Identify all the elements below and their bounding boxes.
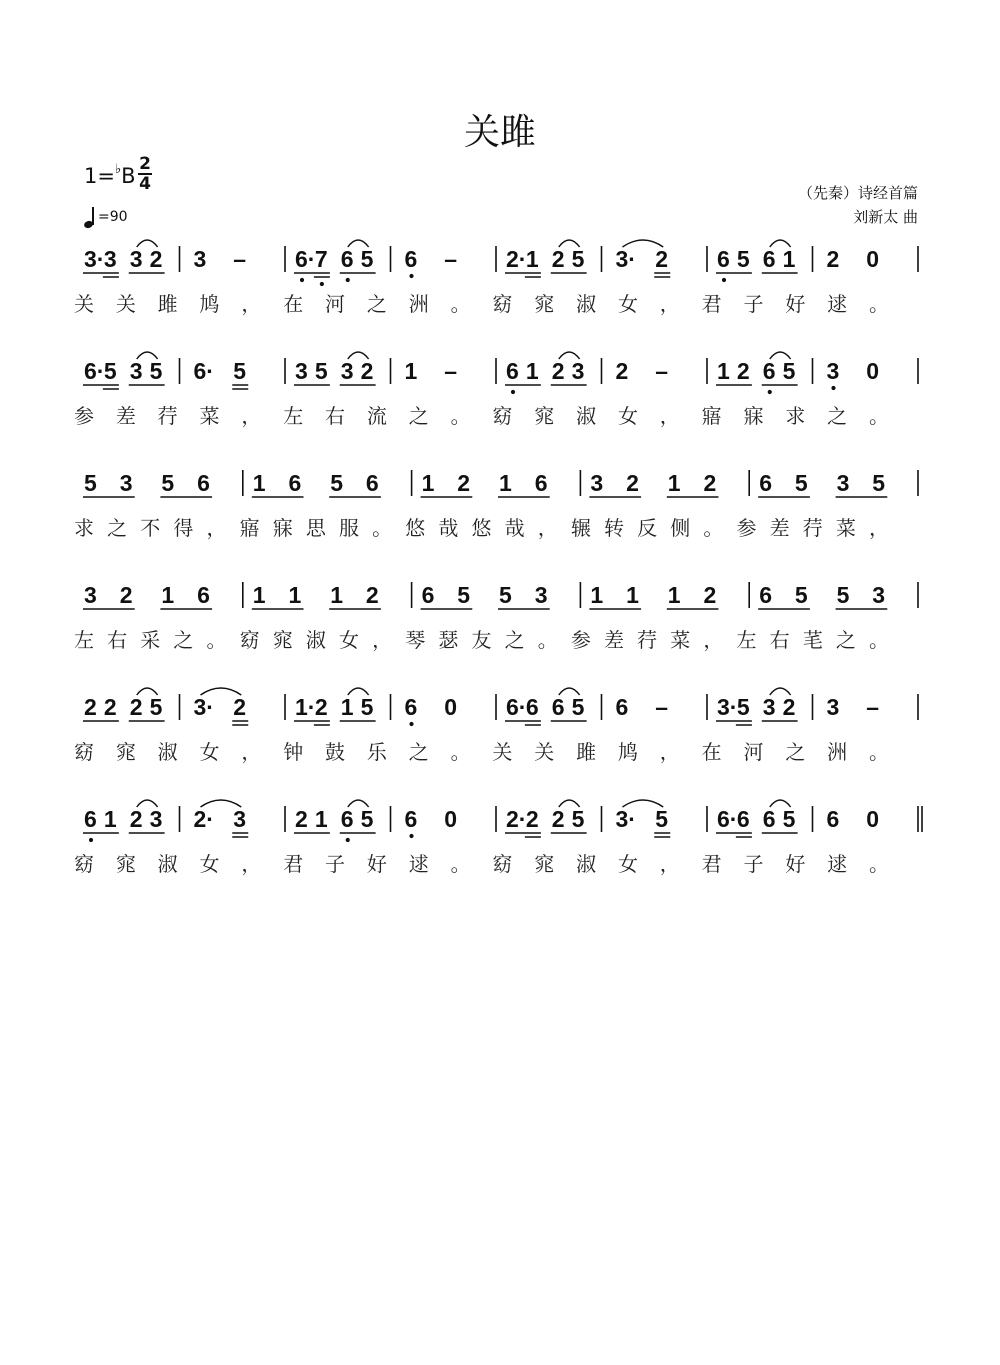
jianpu-note: 3·: [84, 246, 105, 272]
time-signature-top: 2: [139, 154, 151, 174]
jianpu-note: 2·: [506, 806, 527, 832]
jianpu-note: 2: [149, 246, 163, 272]
jianpu-note: 2: [365, 582, 379, 608]
jianpu-note: 1: [288, 582, 302, 608]
jianpu-note: 3: [590, 470, 604, 496]
jianpu-note: 2: [295, 806, 308, 832]
jianpu-note: 5: [233, 358, 247, 384]
jianpu-note: 5: [161, 470, 175, 496]
jianpu-note: 5: [655, 806, 669, 832]
jianpu-note: 5: [571, 246, 585, 272]
jianpu-note: 5: [360, 246, 374, 272]
jianpu-note: 2: [233, 694, 247, 720]
jianpu-note: 6: [340, 806, 354, 832]
low-octave-dot: [768, 390, 772, 394]
jianpu-note: 1: [103, 806, 117, 832]
jianpu-note: 6: [759, 470, 772, 496]
key-prefix: 1=: [84, 164, 115, 188]
jianpu-note: 2: [129, 806, 143, 832]
jianpu-note: 1: [667, 470, 681, 496]
jianpu-note: 2: [826, 246, 840, 272]
jianpu-note: –: [444, 246, 458, 272]
jianpu-note: 3: [233, 806, 247, 832]
jianpu-note: 1: [340, 694, 354, 720]
jianpu-note: 1: [314, 806, 328, 832]
jianpu-note: 6: [759, 582, 772, 608]
low-octave-dot: [511, 390, 515, 394]
jianpu-note: 1: [717, 358, 730, 384]
jianpu-note: 2: [129, 694, 143, 720]
low-octave-dot: [409, 274, 413, 278]
jianpu-note: –: [655, 694, 669, 720]
jianpu-note: 3: [129, 358, 143, 384]
jianpu-note: 3: [571, 358, 585, 384]
jianpu-note: 6: [525, 694, 539, 720]
jianpu-note: 6: [534, 470, 548, 496]
low-octave-dot: [409, 722, 413, 726]
jianpu-note: 3: [826, 358, 840, 384]
jianpu-note: 3: [84, 582, 97, 608]
jianpu-note: 2: [103, 694, 117, 720]
jianpu-note: 6: [365, 470, 379, 496]
jianpu-note: 5: [103, 358, 117, 384]
jianpu-note: 1: [421, 470, 435, 496]
jianpu-note: 5: [736, 246, 750, 272]
jianpu-note: 6: [826, 806, 840, 832]
jianpu-note: 5: [571, 694, 585, 720]
jianpu-note: 1: [252, 470, 266, 496]
lyric-line: 左右采之。窈窕淑女，琴瑟友之。参差荇菜，左右芼之。: [74, 628, 889, 652]
jianpu-note: 3·: [615, 806, 636, 832]
jianpu-note: 6: [762, 806, 776, 832]
jianpu-note: 3: [872, 582, 886, 608]
song-title: 关雎: [463, 112, 536, 153]
low-octave-dot: [320, 282, 324, 286]
jianpu-note: 2: [782, 694, 796, 720]
jianpu-note: 6: [762, 246, 776, 272]
jianpu-note: 6: [506, 358, 519, 384]
jianpu-note: 1: [590, 582, 604, 608]
jianpu-note: 1: [330, 582, 343, 608]
jianpu-note: 5: [149, 694, 163, 720]
jianpu-note: 5: [794, 470, 808, 496]
jianpu-note: 5: [330, 470, 343, 496]
jianpu-note: 1: [525, 246, 539, 272]
jianpu-note: 6·: [84, 358, 105, 384]
jianpu-note: 5: [360, 806, 374, 832]
jianpu-note: 6: [404, 246, 418, 272]
jianpu-note: 2: [703, 470, 717, 496]
low-octave-dot: [89, 838, 93, 842]
jianpu-note: 6: [404, 806, 418, 832]
low-octave-dot: [300, 278, 304, 282]
jianpu-note: 2: [84, 694, 97, 720]
jianpu-note: 2: [615, 358, 629, 384]
jianpu-note: 6: [340, 246, 354, 272]
jianpu-note: 6: [197, 470, 210, 496]
jianpu-note: 3: [193, 246, 207, 272]
lyric-line: 窈窕淑女，君子好逑。窈窕淑女，君子好逑。: [74, 852, 889, 876]
tempo-value: =90: [98, 209, 128, 225]
jianpu-note: 2: [736, 358, 750, 384]
lyric-line: 参差荇菜，左右流之。窈窕淑女，寤寐求之。: [74, 404, 889, 428]
jianpu-note: 6: [404, 694, 418, 720]
jianpu-note: 5: [782, 806, 796, 832]
jianpu-note: 6: [736, 806, 750, 832]
jianpu-note: 3: [149, 806, 163, 832]
jianpu-note: –: [655, 358, 669, 384]
jianpu-note: 3: [119, 470, 133, 496]
jianpu-note: 5: [736, 694, 750, 720]
jianpu-note: 0: [444, 806, 458, 832]
jianpu-note: 3: [295, 358, 308, 384]
jianpu-note: 1: [161, 582, 175, 608]
jianpu-note: 6: [288, 470, 302, 496]
lyric-line: 求之不得，寤寐思服。悠哉悠哉，辗转反侧。参差荇菜，: [74, 516, 889, 540]
jianpu-note: 6: [551, 694, 565, 720]
jianpu-note: 2: [314, 694, 328, 720]
jianpu-note: 3: [340, 358, 354, 384]
jianpu-note: 5: [872, 470, 886, 496]
jianpu-note: 2: [457, 470, 471, 496]
jianpu-note: 5: [794, 582, 808, 608]
jianpu-note: 1: [626, 582, 639, 608]
jianpu-note: 5: [149, 358, 163, 384]
key-letter: B: [121, 164, 136, 188]
jianpu-note: 3: [762, 694, 776, 720]
jianpu-note: 3·: [717, 694, 738, 720]
jianpu-note: 3·: [615, 246, 636, 272]
jianpu-note: 2: [551, 806, 565, 832]
low-octave-dot: [346, 838, 350, 842]
composer-credit: 刘新太 曲: [853, 208, 918, 226]
jianpu-note: 0: [866, 246, 880, 272]
jianpu-note: –: [233, 246, 247, 272]
jianpu-note: 2: [551, 246, 565, 272]
jianpu-note: 3: [534, 582, 548, 608]
jianpu-note: 2: [655, 246, 669, 272]
jianpu-note: 6·: [295, 246, 316, 272]
jianpu-note: 1: [782, 246, 796, 272]
jianpu-note: –: [866, 694, 880, 720]
low-octave-dot: [722, 278, 726, 282]
jianpu-note: 5: [360, 694, 374, 720]
low-octave-dot: [346, 278, 350, 282]
jianpu-note: 3: [103, 246, 117, 272]
jianpu-note: 3: [826, 694, 840, 720]
flat-icon: ♭: [114, 162, 122, 177]
jianpu-note: 5: [84, 470, 97, 496]
lyric-source: （先秦）诗经首篇: [797, 184, 918, 202]
jianpu-note: 0: [866, 806, 880, 832]
jianpu-note: 3: [129, 246, 143, 272]
jianpu-note: 5: [457, 582, 471, 608]
time-signature-bottom: 4: [139, 174, 151, 194]
jianpu-note: 5: [782, 358, 796, 384]
jianpu-note: 2: [551, 358, 565, 384]
jianpu-note: 6: [421, 582, 435, 608]
jianpu-note: 6: [84, 806, 97, 832]
jianpu-note: 1: [252, 582, 266, 608]
jianpu-note: 2·: [193, 806, 214, 832]
jianpu-note: 6: [717, 246, 730, 272]
jianpu-note: 6: [762, 358, 776, 384]
jianpu-note: 2: [626, 470, 639, 496]
jianpu-note: 6: [197, 582, 210, 608]
lyric-line: 窈窕淑女，钟鼓乐之。关关雎鸠，在河之洲。: [74, 740, 889, 764]
jianpu-note: 0: [444, 694, 458, 720]
jianpu-note: 5: [836, 582, 850, 608]
jianpu-note: 3·: [193, 694, 214, 720]
jianpu-note: 5: [571, 806, 585, 832]
jianpu-note: 5: [314, 358, 328, 384]
jianpu-note: 3: [836, 470, 850, 496]
jianpu-note: 6·: [506, 694, 527, 720]
low-octave-dot: [831, 386, 835, 390]
jianpu-note: 1: [499, 470, 512, 496]
lyric-line: 关关雎鸠，在河之洲。窈窕淑女，君子好逑。: [74, 292, 889, 316]
jianpu-note: 2: [703, 582, 717, 608]
jianpu-note: 6·: [717, 806, 738, 832]
jianpu-note: 2·: [506, 246, 527, 272]
jianpu-note: 1: [404, 358, 418, 384]
jianpu-note: 2: [360, 358, 374, 384]
low-octave-dot: [409, 834, 413, 838]
jianpu-note: 5: [499, 582, 512, 608]
jianpu-note: 1: [667, 582, 681, 608]
jianpu-note: 2: [525, 806, 539, 832]
jianpu-note: 2: [119, 582, 133, 608]
jianpu-note: 1·: [295, 694, 316, 720]
jianpu-note: 7: [314, 246, 328, 272]
jianpu-note: 0: [866, 358, 880, 384]
jianpu-note: 1: [525, 358, 539, 384]
jianpu-note: 6·: [193, 358, 214, 384]
jianpu-note: 6: [615, 694, 629, 720]
jianpu-note: –: [444, 358, 458, 384]
